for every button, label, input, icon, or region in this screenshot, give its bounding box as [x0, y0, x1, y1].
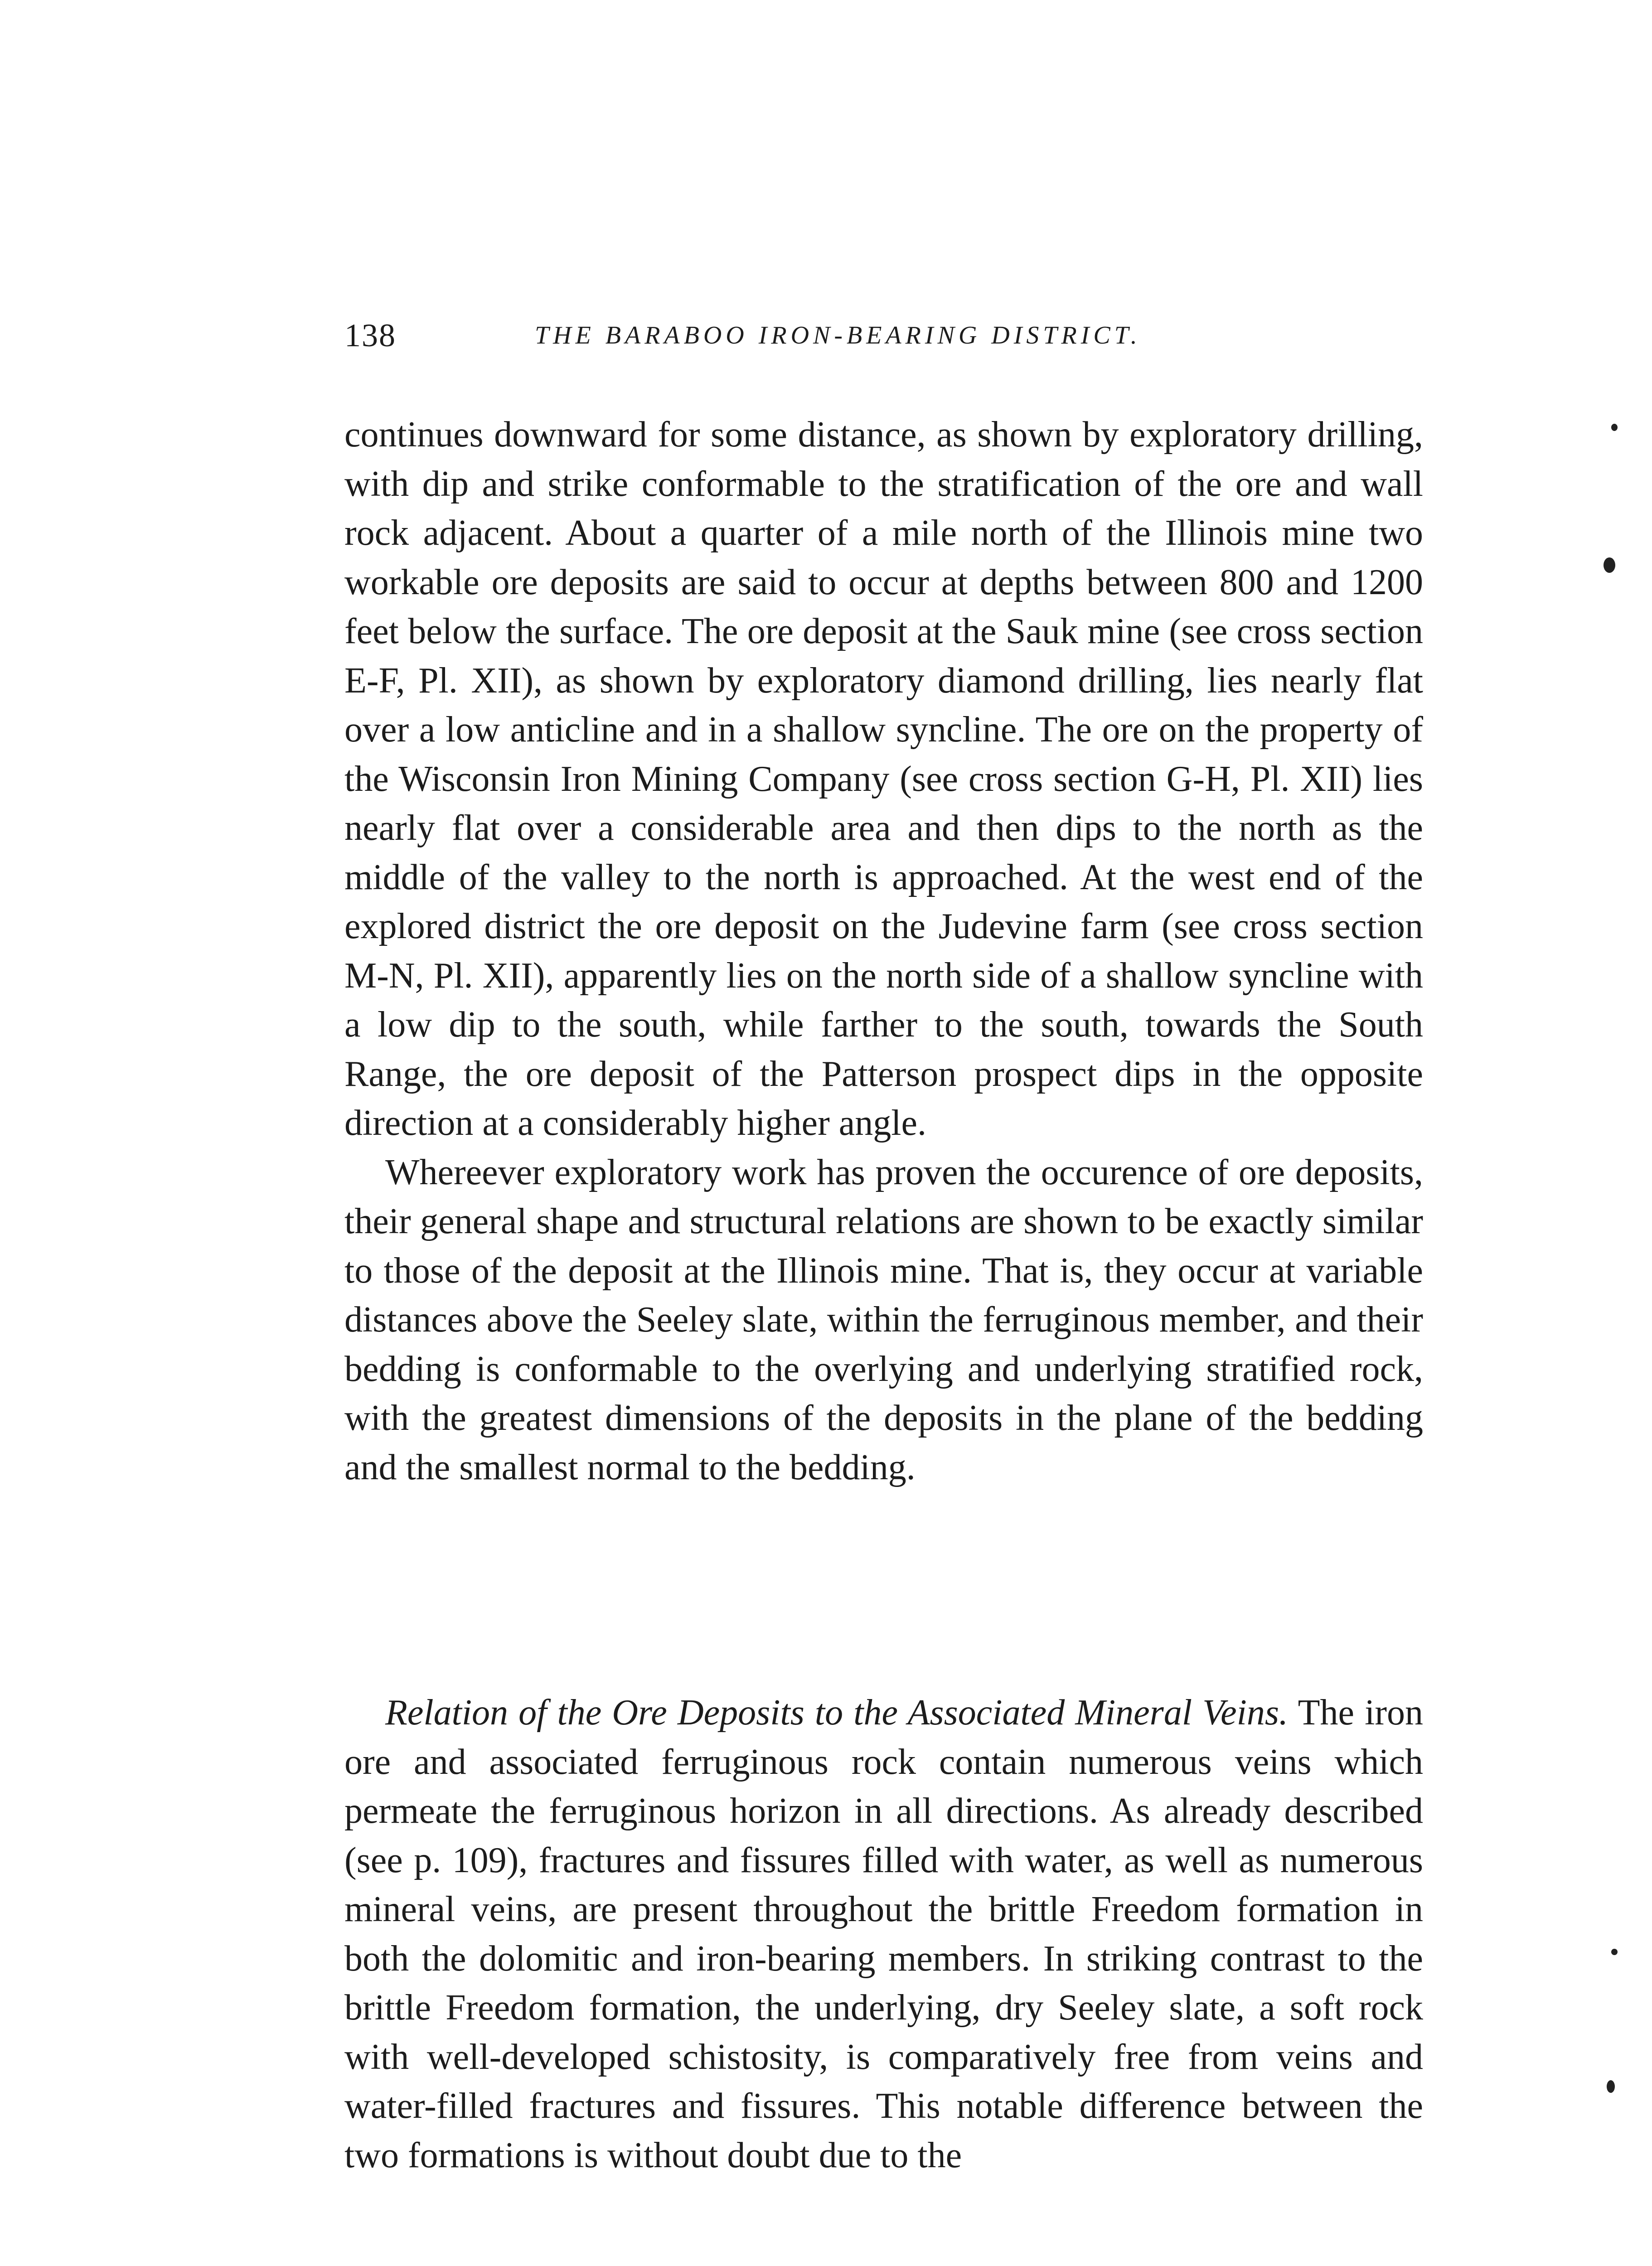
- margin-speck: [1611, 1949, 1618, 1955]
- margin-speck: [1611, 424, 1618, 431]
- running-title: THE BARABOO IRON-BEARING DISTRICT.: [535, 321, 1141, 349]
- body-text-top: [344, 410, 1423, 1492]
- paragraph-ore-deposits: Whereever exploratory work has proven the occurence of ore deposits, their general shape and structural relations are shown to be exactly similar to those of the deposit at the Illinois mine. That is, they occur at variable distances above the Seeley slate, within the ferruginous member, and their bedding is conformable to the overlying and underlying stratified rock, with the greatest dimensions of the deposits in the plane of the bedding and the smallest normal to the bedding.: [344, 1152, 1423, 1487]
- margin-speck: [1604, 557, 1615, 573]
- margin-speck: [1607, 2080, 1615, 2093]
- paragraph-continuation: continues downward for some distance, as shown by exploratory drilling, with dip and strike conformable to the stratification of the ore and wall rock adjacent. About a quarter of a mile north of the Illinois mine two workable ore deposits are said to occur at depths between 800 and 1200 feet below the surface. The ore deposit at the Sauk mine (see cross section E-F, Pl. XII), as shown by exploratory diamond drilling, lies nearly flat over a low anticline and in a shallow syncline. The ore on the property of the Wisconsin Iron Mining Company (see cross section G-H, Pl. XII) lies nearly flat over a considerable area and then dips to the north as the middle of the valley to the north is approached. At the west end of the explored district the ore deposit on the Judevine farm (see cross section M-N, Pl. XII), apparently lies on the north side of a shallow syncline with a low dip to the south, while farther to the south, towards the South Range, the ore deposit of the Patterson prospect dips in the opposite direction at a considerably higher angle.: [344, 415, 1423, 1143]
- paragraph-mineral-veins: The iron ore and associated ferruginous rock contain numerous veins which permeate the ferruginous horizon in all directions. As already described (see p. 109), fractures and fissures filled with water, as well as numerous mineral veins, are present throughout the brittle Freedom formation in both the dolomitic and iron-bearing members. In striking contrast to the brittle Freedom formation, the underlying, dry Seeley slate, a soft rock with well-developed schistosity, is comparatively free from veins and water-filled fractures and fissures. This notable difference between the two formations is without doubt due to the: [344, 1693, 1423, 2175]
- body-text-section: [344, 1688, 1423, 2180]
- running-head: [344, 313, 1423, 358]
- page-number: 138: [344, 317, 396, 353]
- section-heading: Relation of the Ore Deposits to the Associated Mineral Veins.: [385, 1693, 1288, 1733]
